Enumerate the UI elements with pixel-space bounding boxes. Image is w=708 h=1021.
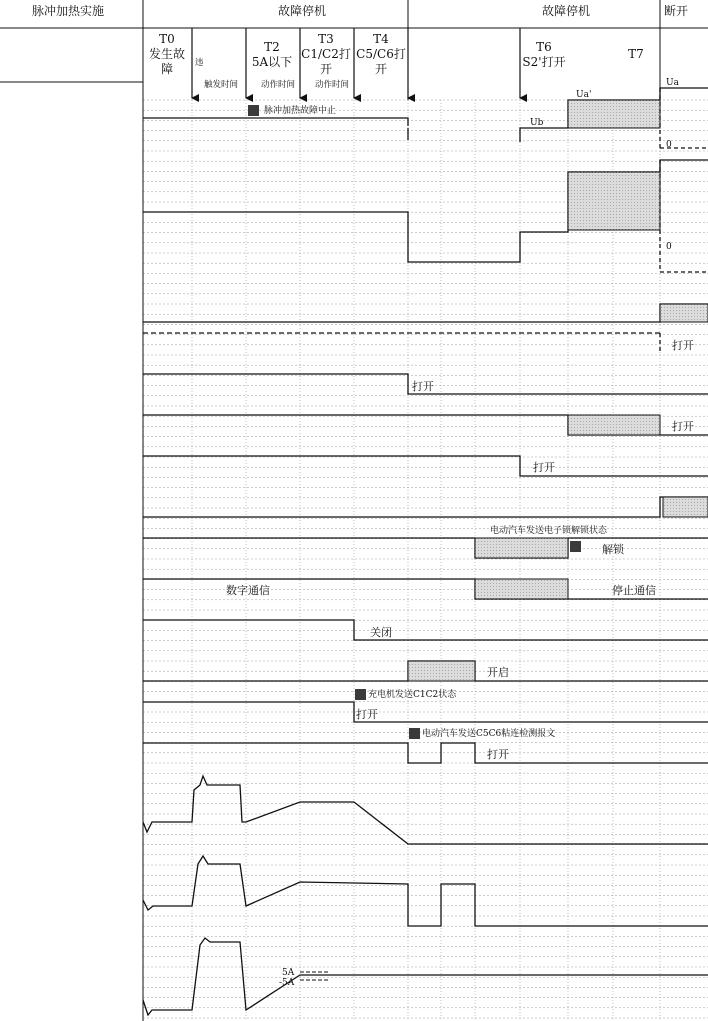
zero-label-2: 0 xyxy=(666,242,672,252)
ev-unlock-message: 电动汽车发送电子锁解锁状态 xyxy=(490,526,608,536)
header-phase-pulse-heating: 脉冲加热实施 xyxy=(32,4,105,18)
unlock-marker-icon xyxy=(570,541,581,552)
open-label-row6: 打开 xyxy=(672,420,694,433)
hatch-row6 xyxy=(568,415,660,435)
wave-row8 xyxy=(143,497,708,517)
time-label-t4: T4 C5/C6打 开 xyxy=(356,32,406,76)
header-phase-disconnect: 断开 xyxy=(664,4,689,18)
wave-row4 xyxy=(143,304,708,322)
pulse-abort-label: 脉冲加热故障中止 xyxy=(264,106,337,116)
zero-label-1: 0 xyxy=(666,140,672,150)
abort-marker-icon xyxy=(248,105,259,116)
wave-close xyxy=(143,620,708,640)
c1c2-marker-icon xyxy=(355,689,366,700)
current-pos-label: 5A xyxy=(282,968,295,978)
time-label-t0: T0 发生故 障 xyxy=(148,32,186,76)
c5c6-marker-icon xyxy=(409,728,420,739)
action-time-1: 触发时间 xyxy=(204,80,239,90)
hatch-voltage-2 xyxy=(568,172,660,230)
ub-label: Ub xyxy=(530,118,544,128)
wave-analog-1 xyxy=(143,776,708,844)
action-time-2: 动作时间 xyxy=(261,80,296,90)
close-label: 关闭 xyxy=(370,626,392,639)
header-phase-fault-stop-2: 故障停机 xyxy=(541,4,591,18)
start-label: 开启 xyxy=(487,666,509,679)
unlock-label: 解锁 xyxy=(602,543,624,556)
hatch-comm xyxy=(475,579,568,599)
open-label-row5: 打开 xyxy=(412,380,434,393)
open-label-s2: 打开 xyxy=(672,339,694,352)
grid-lines xyxy=(143,100,708,1021)
digital-comm-label: 数字通信 xyxy=(226,584,270,597)
hatch-row8 xyxy=(663,497,708,517)
hatch-ua-prime xyxy=(568,100,660,128)
open-c1c2-label: 打开 xyxy=(356,708,378,721)
ev-c5c6-label: 电动汽车发送C5C6粘连检测报文 xyxy=(422,729,556,739)
open-label-row7: 打开 xyxy=(533,461,555,474)
wave-pulse-heating xyxy=(143,118,408,126)
current-neg-label: -5A xyxy=(279,978,295,988)
stop-comm-label: 停止通信 xyxy=(612,584,656,597)
hatch-row4 xyxy=(660,304,708,322)
header-phase-fault-stop-1: 故障停机 xyxy=(277,4,327,18)
time-label-t7: T7 xyxy=(628,47,644,61)
wave-row7 xyxy=(143,456,708,476)
wave-analog-2 xyxy=(143,856,708,926)
open-c5c6-label: 打开 xyxy=(487,748,509,761)
hatch-lock xyxy=(475,538,568,558)
wave-analog-3 xyxy=(143,938,708,1015)
fragment-left: 违 xyxy=(195,58,204,68)
time-label-t2: T2 5A以下 xyxy=(251,40,293,69)
time-label-t3: T3 C1/C2打 开 xyxy=(301,32,351,76)
time-label-t6: T6 S2'打开 xyxy=(522,40,566,69)
charger-c1c2-label: 充电机发送C1C2状态 xyxy=(368,690,457,700)
hatch-start xyxy=(408,661,475,681)
ua-label: Ua xyxy=(666,78,679,88)
action-time-3: 动作时间 xyxy=(315,80,350,90)
ua-prime-label: Ua' xyxy=(576,90,592,100)
